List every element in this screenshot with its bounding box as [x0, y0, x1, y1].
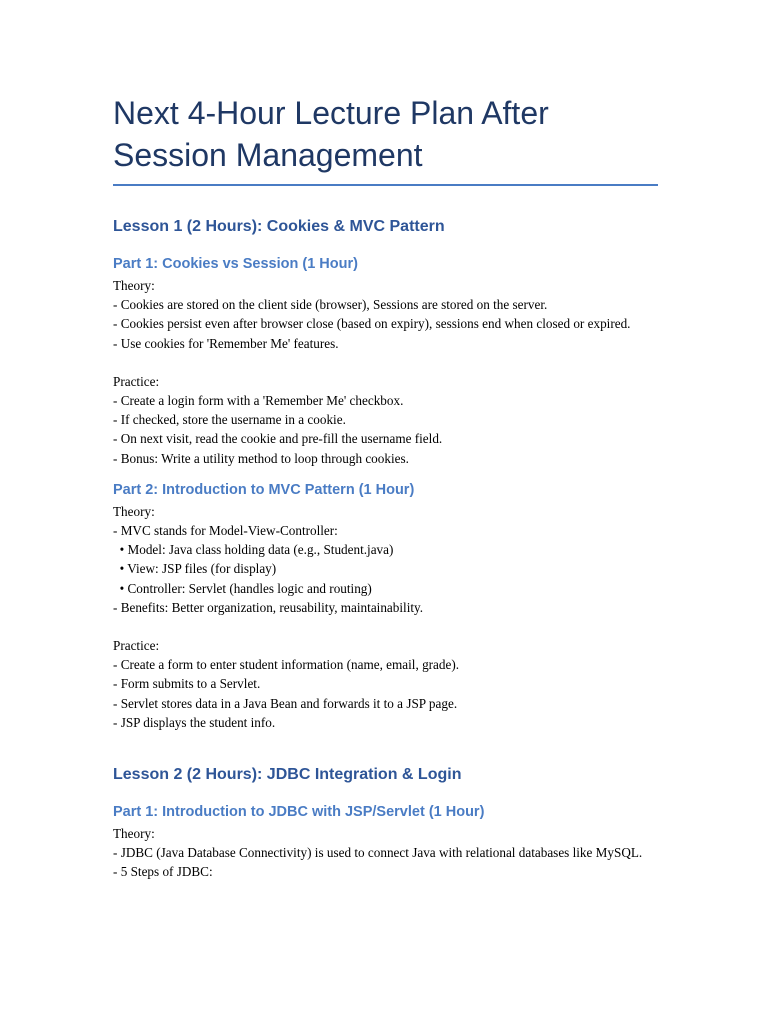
document-title: Next 4-Hour Lecture Plan After Session Management [113, 92, 658, 186]
lesson-2-section [113, 764, 658, 882]
lesson-1-heading: Lesson 1 (2 Hours): Cookies & MVC Pattern [113, 218, 445, 235]
lesson-2-heading: Lesson 2 (2 Hours): JDBC Integration & Login [113, 766, 462, 784]
lesson-1-part-1 [113, 254, 658, 468]
lesson-2-part-1 [113, 802, 658, 882]
lesson-1-section [113, 216, 658, 732]
lesson-1-part-2-practice: Practice: - Create a form to enter student information (name, email, grade). - Form submits to a Servlet. - Servlet stores data in a Java Bean and forwards it to a JSP page. - JSP displays the student info. [113, 638, 460, 730]
lesson-1-part-1-practice: Practice: - Create a login form with a 'Remember Me' checkbox. - If checked, store the username in a cookie. - On next visit, read the cookie and pre-fill the username field. - Bonus: Write a utility method to loop through cookies. [113, 373, 443, 466]
lesson-1-part-2 [113, 480, 658, 732]
document-content [113, 92, 658, 882]
lesson-1-part-1-theory: Theory: - Cookies are stored on the client side (browser), Sessions are stored on the server. - Cookies persist even after browser close (based on expiry), sessions end when closed or expired. - Use cookies for 'Remember Me' features. [113, 278, 631, 351]
lesson-2-part-1-heading: Part 1: Introduction to JDBC with JSP/Servlet (1 Hour) [113, 804, 485, 821]
lesson-1-part-1-heading: Part 1: Cookies vs Session (1 Hour) [113, 256, 358, 272]
lesson-1-part-2-theory: Theory: - MVC stands for Model-View-Controller: • Model: Java class holding data (e.g., Student.java) • View: JSP files (for display) • Controller: Servlet (handles logic and routing) - Benefits: Better organization, reusability, maintainability. [113, 503, 424, 615]
lesson-1-part-2-heading: Part 2: Introduction to MVC Pattern (1 Hour) [113, 481, 415, 498]
lesson-2-part-1-theory: Theory: - JDBC (Java Database Connectivity) is used to connect Java with relational databases like MySQL. - 5 Steps of JDBC: [113, 826, 643, 880]
